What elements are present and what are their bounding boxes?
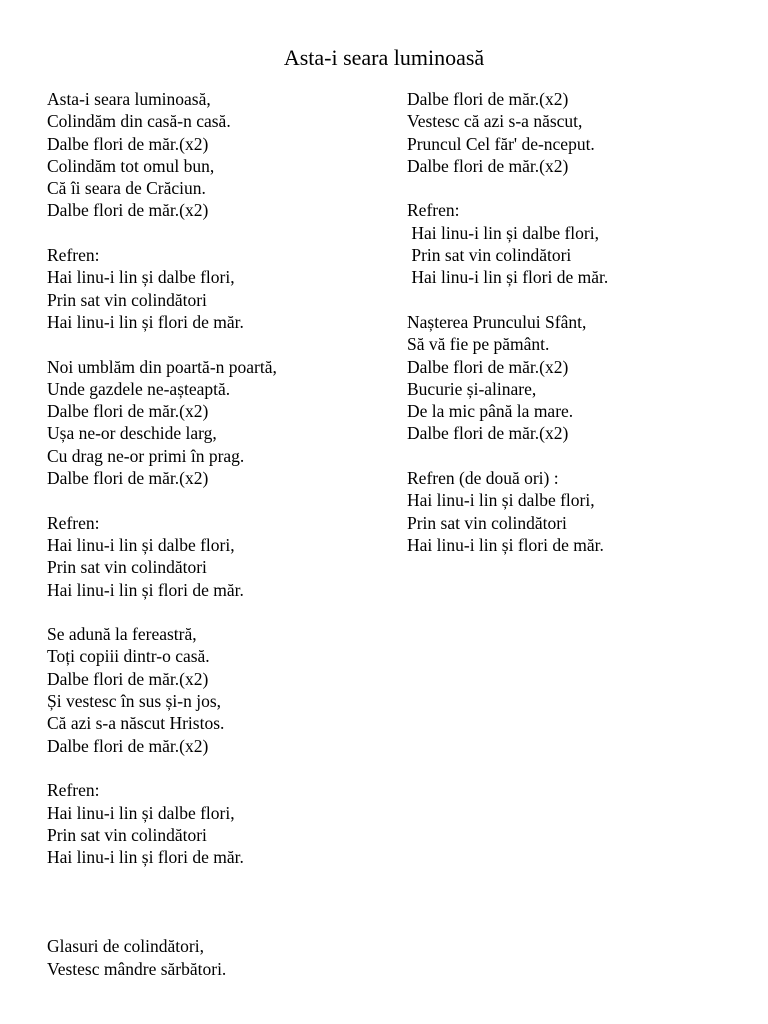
lyric-line [47, 913, 387, 935]
lyric-line: Se adună la fereastră, [47, 624, 197, 645]
lyric-line: Vestesc mândre sărbători. [47, 958, 227, 979]
lyrics-left-column [47, 88, 387, 980]
lyric-line: Prin sat vin colindători [47, 824, 207, 845]
lyric-line: Nașterea Pruncului Sfânt, [407, 311, 587, 332]
lyric-line: Că îi seara de Crăciun. [47, 178, 206, 199]
lyric-line [47, 489, 387, 511]
lyric-line: Hai linu-i lin și flori de măr. [47, 311, 244, 332]
lyric-line [47, 891, 387, 913]
lyrics-right-column [407, 88, 747, 556]
lyric-line: Hai linu-i lin și dalbe flori, [407, 490, 595, 511]
lyric-line: De la mic până la mare. [407, 401, 574, 422]
lyric-line: Dalbe flori de măr.(x2) [47, 401, 209, 422]
lyric-line: Colindăm din casă-n casă. [47, 111, 231, 132]
lyric-line: Hai linu-i lin și flori de măr. [407, 267, 609, 288]
lyric-line: Refren (de două ori) : [407, 468, 559, 489]
lyric-line [47, 868, 387, 890]
lyric-line: Ușa ne-or deschide larg, [47, 423, 217, 444]
lyric-line: Vestesc că azi s-a născut, [407, 111, 583, 132]
lyric-line: Asta-i seara luminoasă, [47, 89, 211, 109]
lyric-line: Refren: [47, 780, 100, 801]
lyric-line: Hai linu-i lin și flori de măr. [407, 534, 604, 555]
lyric-line [407, 445, 747, 467]
lyric-line: Dalbe flori de măr.(x2) [47, 133, 209, 154]
lyric-line: Prin sat vin colindători [47, 289, 207, 310]
lyric-line: Glasuri de colindători, [47, 936, 204, 957]
lyric-line: Toți copiii dintr-o casă. [47, 646, 210, 667]
lyric-line: Hai linu-i lin și flori de măr. [47, 579, 244, 600]
lyric-line: Prin sat vin colindători [407, 512, 567, 533]
lyric-line: Dalbe flori de măr.(x2) [47, 468, 209, 489]
lyric-line: Hai linu-i lin și flori de măr. [47, 847, 244, 868]
lyric-line: Să vă fie pe pământ. [407, 334, 550, 355]
lyric-line [47, 333, 387, 355]
lyric-line: Dalbe flori de măr.(x2) [47, 735, 209, 756]
document-title: Asta-i seara luminoasă [283, 45, 485, 70]
lyric-line: Dalbe flori de măr.(x2) [407, 423, 569, 444]
lyric-line: Că azi s-a născut Hristos. [47, 713, 225, 734]
lyric-line [407, 177, 747, 199]
lyric-line: Bucurie și-alinare, [407, 378, 537, 399]
lyric-line: Dalbe flori de măr.(x2) [47, 200, 209, 221]
lyric-line: Refren: [47, 512, 100, 533]
lyric-line [47, 222, 387, 244]
lyric-line [47, 757, 387, 779]
lyric-line: Dalbe flori de măr.(x2) [407, 89, 569, 109]
lyric-line: Hai linu-i lin și dalbe flori, [47, 534, 235, 555]
lyric-line [47, 601, 387, 623]
lyric-line: Hai linu-i lin și dalbe flori, [47, 267, 235, 288]
lyric-line: Hai linu-i lin și dalbe flori, [47, 802, 235, 823]
lyric-line: Refren: [47, 245, 100, 266]
lyric-line: Hai linu-i lin și dalbe flori, [407, 222, 599, 243]
lyric-line: Și vestesc în sus și-n jos, [47, 691, 222, 712]
lyric-line: Dalbe flori de măr.(x2) [407, 155, 569, 176]
lyric-line: Prin sat vin colindători [407, 245, 572, 266]
lyric-line: Dalbe flori de măr.(x2) [47, 668, 209, 689]
lyric-line: Unde gazdele ne-așteaptă. [47, 378, 231, 399]
lyric-line: Pruncul Cel făr' de-nceput. [407, 133, 595, 154]
lyric-line: Prin sat vin colindători [47, 557, 207, 578]
lyric-line [407, 289, 747, 311]
lyric-line: Colindăm tot omul bun, [47, 155, 215, 176]
lyric-line: Dalbe flori de măr.(x2) [407, 356, 569, 377]
lyric-line: Refren: [407, 200, 460, 221]
lyric-line: Noi umblăm din poartă-n poartă, [47, 356, 277, 377]
lyric-line: Cu drag ne-or primi în prag. [47, 445, 245, 466]
